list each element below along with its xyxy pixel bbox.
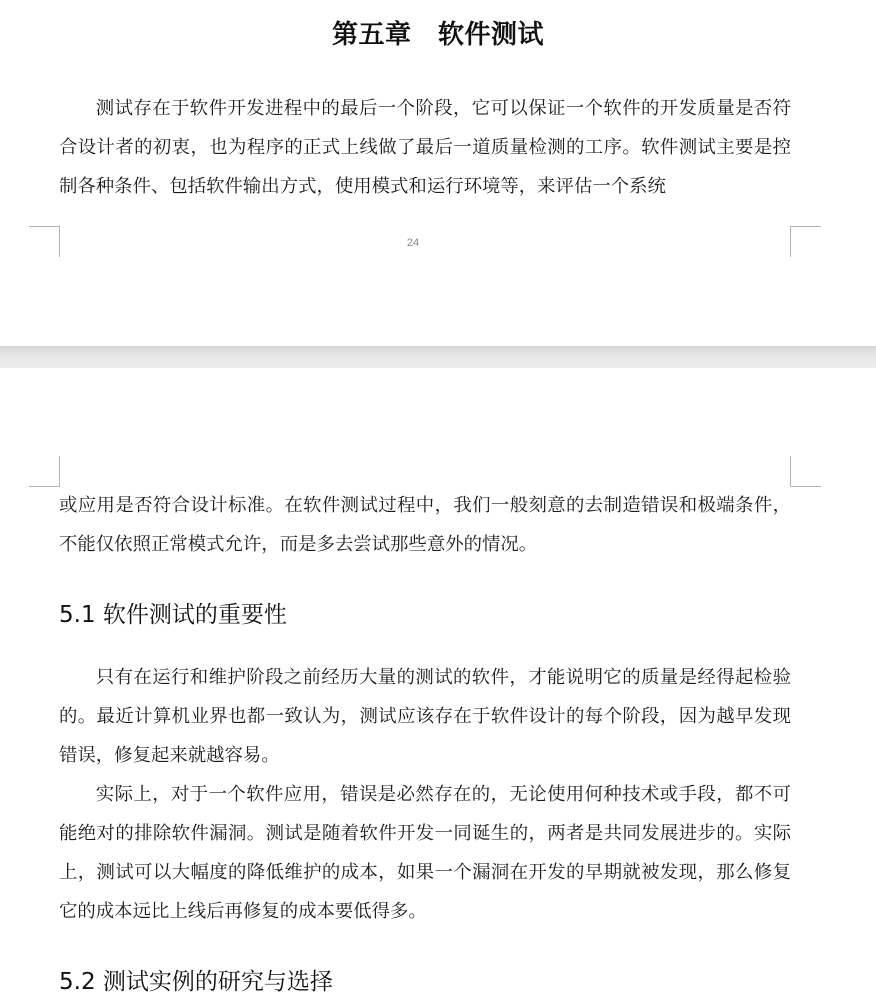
chapter-intro-paragraph: 测试存在于软件开发进程中的最后一个阶段，它可以保证一个软件的开发质量是否符合设计者的初衷，也为程序的正式上线做了最后一道质量检测的工序。软件测试主要是控制各种条件、包括软件输出方式，使用模式和运行环境等，来评估一个系统 bbox=[59, 98, 791, 197]
importance-paragraph-2: 实际上，对于一个软件应用，错误是必然存在的，无论使用何种技术或手段，都不可能绝对的排除软件漏洞。测试是随着软件开发一同诞生的，两者是共同发展进步的。实际上，测试可以大幅度的降低维护的成本，如果一个漏洞在开发的早期就被发现，那么修复它的成本远比上线后再修复的成本要低得多。 bbox=[59, 784, 791, 922]
margin-corner-top-left-icon bbox=[29, 456, 60, 487]
chapter-title: 第五章 软件测试 bbox=[331, 20, 544, 50]
section-heading-5-1: 5.1 软件测试的重要性 bbox=[59, 602, 287, 628]
page-separator bbox=[0, 346, 876, 368]
document-page-25 bbox=[0, 368, 876, 995]
importance-paragraph-1: 只有在运行和维护阶段之前经历大量的测试的软件，才能说明它的质量是经得起检验的。最近计算机业界也都一致认为，测试应该存在于软件设计的每个阶段，因为越早发现错误，修复起来就越容易。 bbox=[59, 667, 791, 766]
section-heading-5-2: 5.2 测试实例的研究与选择 bbox=[59, 969, 333, 995]
margin-corner-top-right-icon bbox=[790, 456, 821, 487]
continuation-paragraph: 或应用是否符合设计标准。在软件测试过程中，我们一般刻意的去制造错误和极端条件，不能仅依照正常模式允许，而是多去尝试那些意外的情况。 bbox=[59, 495, 791, 555]
document-page-24 bbox=[0, 0, 876, 346]
page-number: 24 bbox=[406, 237, 420, 249]
